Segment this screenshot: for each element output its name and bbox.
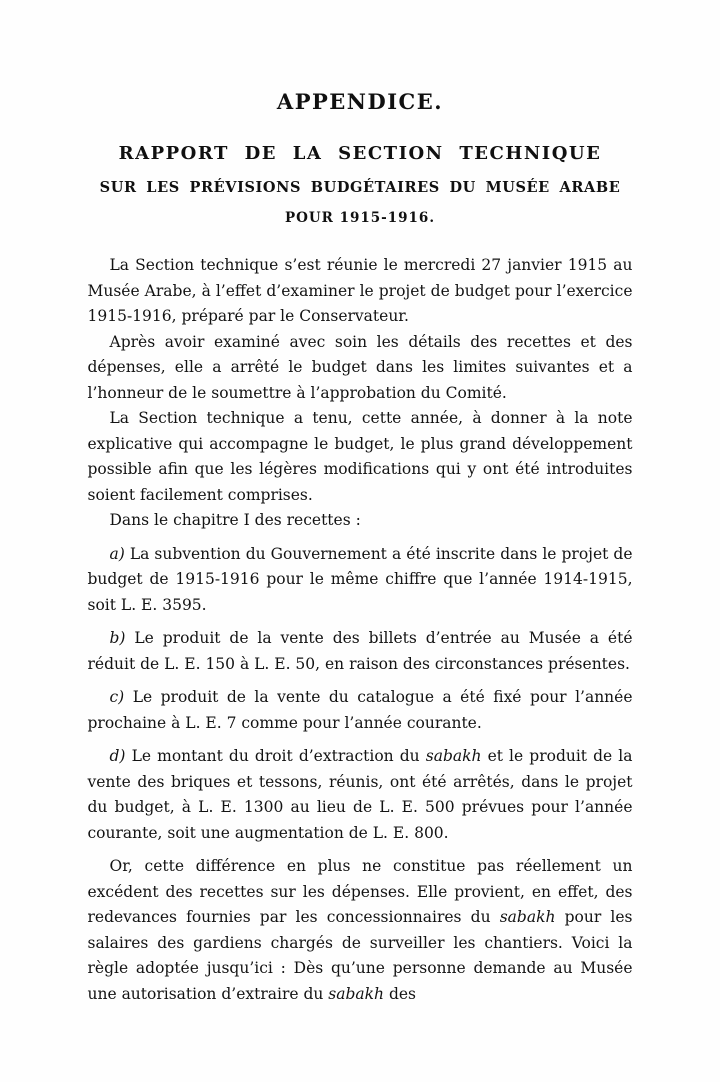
italic-text-run: d) <box>109 747 126 765</box>
text-run: La subvention du Gouvernement a été inscrite dans le projet de budget de 1915-1916 pour le même chiffre que l’année 1914-1915, soit L. E. 3595. <box>87 544 633 614</box>
paragraph <box>88 508 633 534</box>
text-run: et le produit de la vente des briques et tessons, réunis, ont été arrêtés, dans le projet du budget, à L. E. 1300 au lieu de L. E. 500 prévues pour l’année courante, soit une augmentation de L. E. 800. <box>87 747 633 842</box>
paragraph <box>88 406 633 508</box>
text-run: Or, cette différence en plus ne constitue pas réellement un excédent des recettes sur les dépenses. Elle provient, en effet, des redevances fournies par les concessionnaires du <box>87 857 633 926</box>
report-body <box>88 253 633 1007</box>
italic-text-run: b) <box>109 629 126 647</box>
text-run: Dans le chapitre I des recettes : <box>109 511 361 529</box>
paragraph <box>88 854 633 1007</box>
text-run: Après avoir examiné avec soin les détails des recettes et des dépenses, elle a arrêté le budget dans les limites suivantes et a l’honneur de le soumettre à l’approbation du Comité. <box>87 332 633 402</box>
report-period: POUR 1915-1916. <box>284 210 436 226</box>
italic-text-run: sabakh <box>328 984 385 1003</box>
italic-text-run: a) <box>109 544 125 563</box>
italic-text-run: c) <box>109 688 125 706</box>
text-run: La Section technique a tenu, cette année, à donner à la note explicative qui accompagne le budget, le plus grand développement possible afin que les légères modifications qui y ont été introduites soient facilement comprises. <box>87 409 633 504</box>
italic-text-run: sabakh <box>499 908 556 926</box>
text-run: pour les salaires des gardiens chargés de surveiller les chantiers. Voici la règle adoptée jusqu’ici : Dès qu’une personne demande au Musée une autorisation d’extraire du <box>87 908 633 1003</box>
text-run: Le montant du droit d’extraction du <box>125 747 426 765</box>
paragraph <box>88 744 633 846</box>
report-subtitle: SUR LES PRÉVISIONS BUDGÉTAIRES DU MUSÉE ARABE <box>99 179 621 196</box>
appendix-title: APPENDICE. <box>276 89 444 114</box>
paragraph <box>88 685 633 736</box>
paragraph <box>88 542 633 619</box>
paragraph <box>88 253 633 330</box>
text-run: La Section technique s’est réunie le mercredi 27 janvier 1915 au Musée Arabe, à l’effet d’examiner le projet de budget pour l’exercice 1915-1916, préparé par le Conservateur. <box>87 256 633 325</box>
text-run: des <box>384 984 416 1003</box>
paragraph <box>88 330 633 407</box>
paragraph <box>88 626 633 677</box>
italic-text-run: sabakh <box>425 747 482 765</box>
text-run: Le produit de la vente des billets d’entrée au Musée a été réduit de L. E. 150 à L. E. 50, en raison des circonstances présentes. <box>87 629 633 673</box>
report-title: RAPPORT DE LA SECTION TECHNIQUE <box>118 143 602 164</box>
text-run: Le produit de la vente du catalogue a été fixé pour l’année prochaine à L. E. 7 comme pour l’année courante. <box>87 688 633 732</box>
